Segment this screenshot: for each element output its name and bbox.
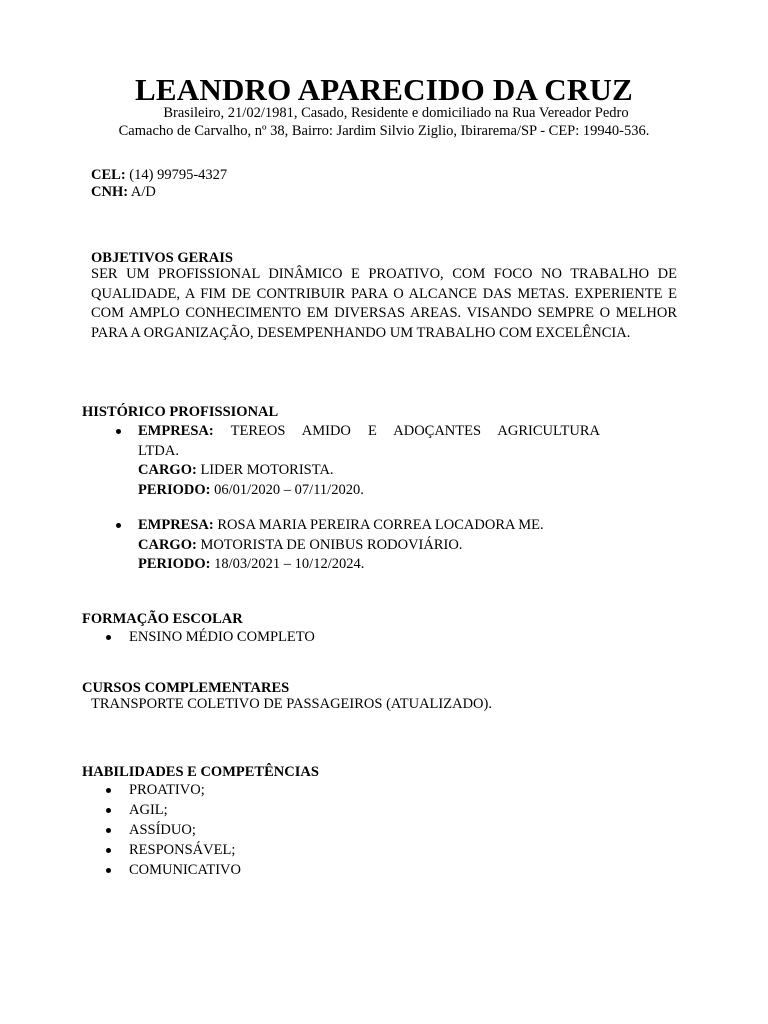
bullet-icon: [116, 523, 121, 528]
bullet-icon: [116, 429, 121, 434]
contact-cnh: [91, 183, 156, 202]
courses-title: CURSOS COMPLEMENTARES: [82, 680, 290, 696]
courses-text: TRANSPORTE COLETIVO DE PASSAGEIROS (ATUALIZADO).: [91, 696, 492, 712]
skill-item: COMUNICATIVO: [129, 862, 241, 878]
job-2-period: PERIODO: 18/03/2021 – 10/12/2024.: [138, 556, 365, 572]
bullet-icon: [106, 868, 111, 873]
skill-item: RESPONSÁVEL;: [129, 842, 236, 858]
personal-info-line-2: Camacho de Carvalho, nº 38, Bairro: Jardim Silvio Ziglio, Ibirarema/SP - CEP: 19940-536.: [118, 123, 650, 139]
job-1-role: CARGO: LIDER MOTORISTA.: [138, 462, 334, 478]
skill-item: PROATIVO;: [129, 782, 205, 798]
education-item: ENSINO MÉDIO COMPLETO: [129, 629, 315, 645]
objectives-text: SER UM PROFISSIONAL DINÂMICO E PROATIVO, COM FOCO NO TRABALHO DE QUALIDADE, A FIM DE CONTRIBUIR PARA O ALCANCE DAS METAS. EXPERIENTE E COM AMPLO CONHECIMENTO EM DIVERSAS AREAS. VISANDO SEMPRE O MELHOR PARA A ORGANIZAÇÃO, DESEMPENHANDO UM TRABALHO COM EXCELÊNCIA.: [91, 266, 677, 341]
cel-label: CEL:: [91, 167, 126, 183]
skill-item: ASSÍDUO;: [129, 822, 196, 838]
job-1-period: PERIODO: 06/01/2020 – 07/11/2020.: [138, 481, 364, 498]
bullet-icon: [106, 848, 111, 853]
skills-title: HABILIDADES E COMPETÊNCIAS: [82, 764, 319, 780]
job-entry-1: [138, 422, 600, 500]
history-title: HISTÓRICO PROFISSIONAL: [82, 404, 279, 420]
cnh-value: A/D: [130, 184, 156, 200]
education-title: FORMAÇÃO ESCOLAR: [82, 611, 243, 627]
cel-value: (14) 99795-4327: [129, 167, 228, 183]
job-2-company: EMPRESA: ROSA MARIA PEREIRA CORREA LOCADORA ME.: [138, 517, 544, 533]
objectives-title: OBJETIVOS GERAIS: [91, 250, 233, 266]
job-1-company-cont: LTDA.: [138, 442, 179, 459]
job-1-company: EMPRESA: TEREOS AMIDO E ADOÇANTES AGRICULTURA: [138, 423, 600, 439]
bullet-icon: [106, 828, 111, 833]
bullet-icon: [106, 635, 111, 640]
skill-item: AGIL;: [129, 802, 168, 818]
job-entry-2: [138, 516, 658, 575]
candidate-name: LEANDRO APARECIDO DA CRUZ: [135, 72, 633, 107]
bullet-icon: [106, 788, 111, 793]
bullet-icon: [106, 808, 111, 813]
personal-info-line-1: Brasileiro, 21/02/1981, Casado, Residente e domiciliado na Rua Vereador Pedro: [163, 105, 629, 121]
cnh-label: CNH:: [91, 184, 129, 200]
job-2-role: CARGO: MOTORISTA DE ONIBUS RODOVIÁRIO.: [138, 536, 463, 553]
